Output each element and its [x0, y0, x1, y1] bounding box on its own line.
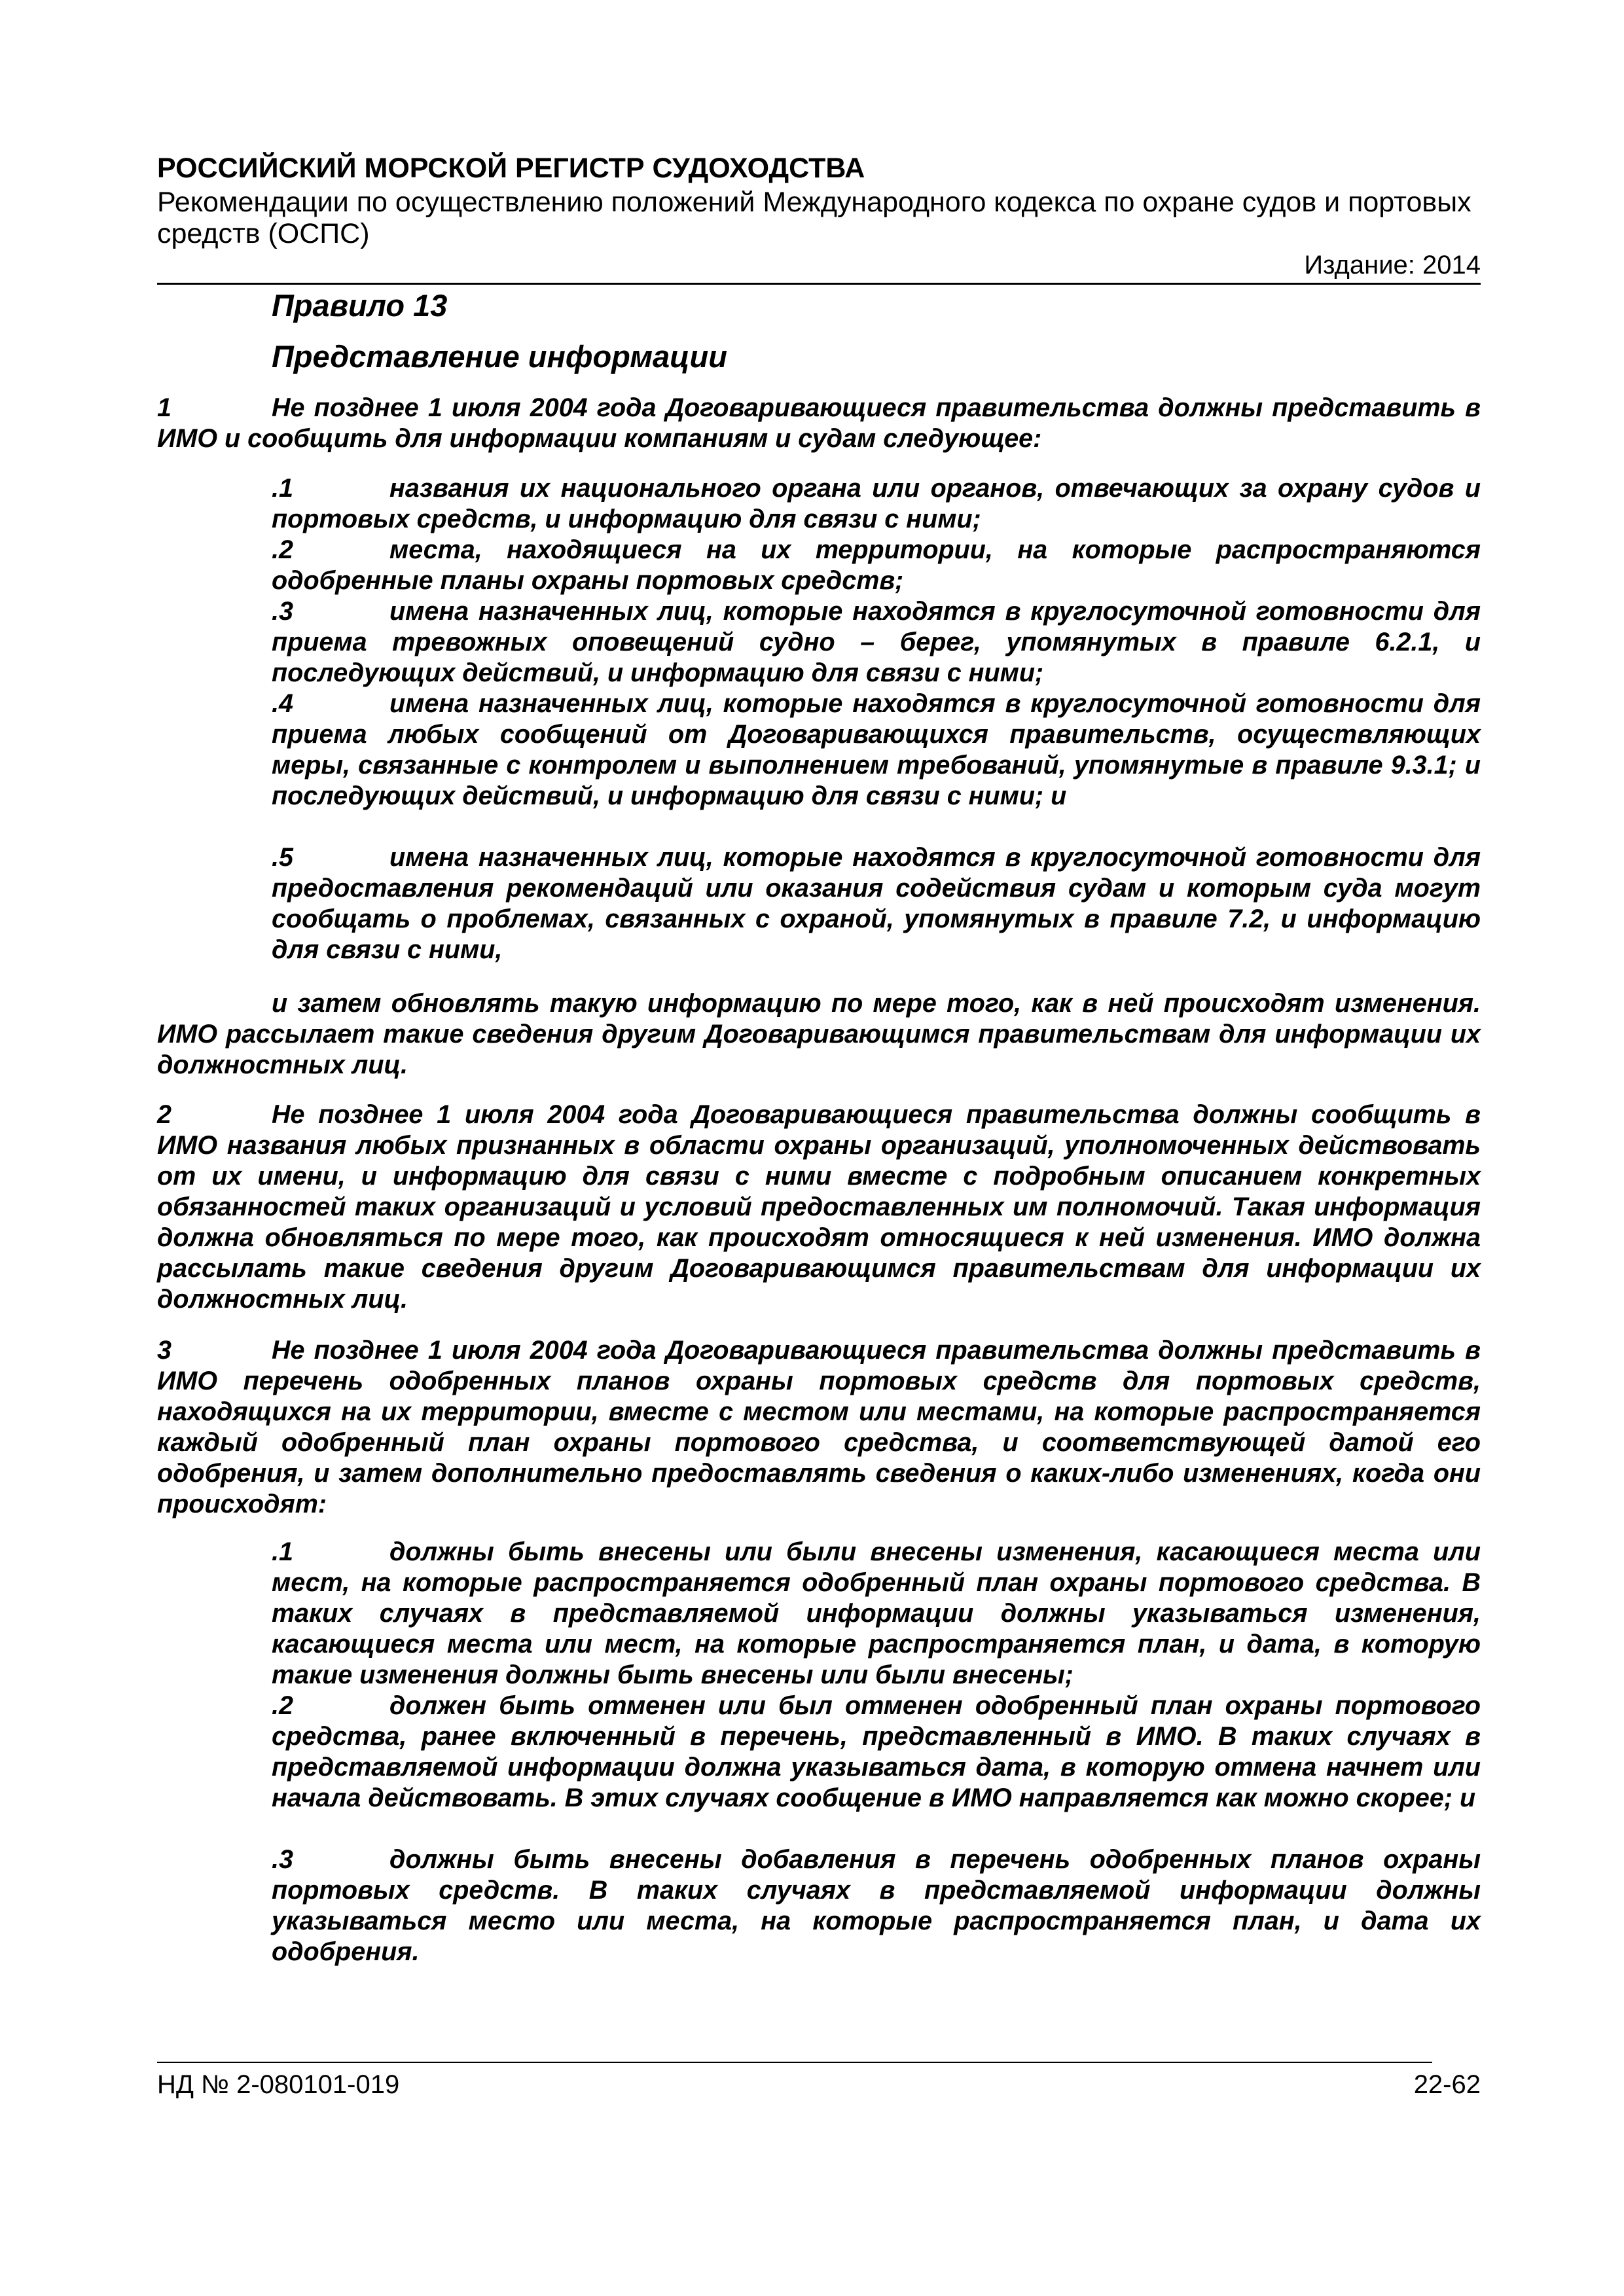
- organization-name: РОССИЙСКИЙ МОРСКОЙ РЕГИСТР СУДОХОДСТВА: [157, 152, 865, 184]
- edition-label: Издание: 2014: [1304, 251, 1481, 279]
- paragraph-text: Не позднее 1 июля 2004 года Договаривающиеся правительства должны сообщить в ИМО названия любых признанных в области охраны организаций, уполномоченных действовать от их имени, и информацию для связи с ними вместе с подробным описанием конкретных обязанностей таких организаций и условий предоставленных им полномочий. Такая информация должна обновляться по мере того, как происходят относящиеся к ней изменения. ИМО должна рассылать такие сведения другим Договаривающимся правительствам для информации их должностных лиц.: [157, 1100, 1481, 1314]
- page-number: 22-62: [1413, 2070, 1481, 2099]
- item-text: должны быть внесены или были внесены изменения, касающиеся места или мест, на которые распространяется одобренный план охраны портового средства. В таких случаях в представляемой информации должны указываться изменения, касающиеся места или мест, на которые распространяется план, и дата, в которую такие изменения должны быть внесены или были внесены;: [272, 1537, 1481, 1689]
- item-text: названия их национального органа или органов, отвечающих за охрану судов и портовых средств, и информацию для связи с ними;: [272, 474, 1481, 533]
- p1-item-4: [272, 689, 1481, 812]
- p1-item-1: [272, 473, 1481, 535]
- item-number: .4: [272, 689, 293, 718]
- paragraph-text: Не позднее 1 июля 2004 года Договаривающиеся правительства должны представить в ИМО и сообщить для информации компаниям и судам следующее:: [157, 393, 1481, 453]
- item-number: .2: [272, 535, 293, 564]
- document-title: Рекомендации по осуществлению положений Международного кодекса по охране судов и портовых средств (ОСПС): [157, 187, 1471, 249]
- paragraph-3: [157, 1335, 1481, 1520]
- paragraph-number: 1: [157, 393, 171, 422]
- item-text: места, находящиеся на их территории, на которые распространяются одобренные планы охраны портовых средств;: [272, 535, 1481, 595]
- p1-continuation: и затем обновлять такую информацию по мере того, как в ней происходят изменения. ИМО рассылает такие сведения другим Договаривающимся правительствам для информации их должностных лиц.: [157, 989, 1481, 1079]
- item-text: должны быть внесены добавления в перечень одобренных планов охраны портовых средств. В таких случаях в представляемой информации должны указываться место или места, на которые распространяется план, и дата их одобрения.: [272, 1845, 1481, 1966]
- paragraph-2: [157, 1100, 1481, 1315]
- p1-item-2: [272, 535, 1481, 596]
- footer-divider: [157, 2062, 1432, 2063]
- item-number: .5: [272, 843, 293, 872]
- p1-item-3: [272, 596, 1481, 689]
- item-number: .3: [272, 1845, 293, 1874]
- item-text: должен быть отменен или был отменен одобренный план охраны портового средства, ранее включенный в перечень, представленный в ИМО. В таких случаях в представляемой информации должна указываться дата, в которую отмена начнет или начала действовать. В этих случаях сообщение в ИМО направляется как можно скорее; и: [272, 1691, 1481, 1812]
- paragraph-number: 3: [157, 1336, 171, 1365]
- paragraph-1: [157, 393, 1481, 454]
- item-number: .1: [272, 1537, 293, 1566]
- header-divider: [157, 283, 1481, 285]
- paragraph-text: Не позднее 1 июля 2004 года Договаривающиеся правительства должны представить в ИМО перечень одобренных планов охраны портовых средств для портовых средств, находящихся на их территории, вместе с местом или местами, на которые распространяется каждый одобренный план охраны портового средства, и соответствующей датой его одобрения, и затем дополнительно предоставлять сведения о каких-либо изменениях, когда они происходят:: [157, 1336, 1481, 1518]
- document-number: НД № 2-080101-019: [157, 2070, 400, 2099]
- rule-subtitle: Представление информации: [272, 339, 727, 374]
- item-text: имена назначенных лиц, которые находятся в круглосуточной готовности для приема тревожных оповещений судно – берег, упомянутых в правиле 6.2.1, и последующих действий, и информацию для связи с ними;: [272, 597, 1481, 687]
- p3-item-3: [272, 1844, 1481, 1967]
- p3-item-2: [272, 1691, 1481, 1814]
- item-number: .1: [272, 474, 293, 503]
- item-number: .3: [272, 597, 293, 626]
- item-number: .2: [272, 1691, 293, 1720]
- item-text: имена назначенных лиц, которые находятся в круглосуточной готовности для приема любых сообщений от Договаривающихся правительств, осуществляющих меры, связанные с контролем и выполнением требований, упомянутые в правиле 9.3.1; и последующих действий, и информацию для связи с ними; и: [272, 689, 1481, 810]
- p1-item-5: [272, 842, 1481, 965]
- p3-item-1: [272, 1537, 1481, 1691]
- paragraph-number: 2: [157, 1100, 171, 1129]
- item-text: имена назначенных лиц, которые находятся в круглосуточной готовности для предоставления рекомендаций или оказания содействия судам и которым суда могут сообщать о проблемах, связанных с охраной, упомянутых в правиле 7.2, и информацию для связи с ними,: [272, 843, 1481, 964]
- rule-title: Правило 13: [272, 288, 448, 323]
